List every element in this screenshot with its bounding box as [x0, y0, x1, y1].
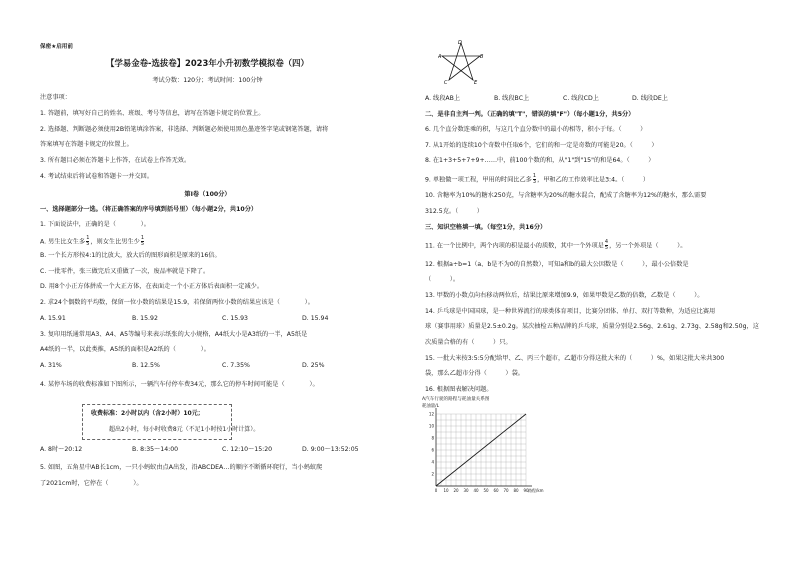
question-text: 9. 单独做一项工程，甲用的时间比乙多 [425, 176, 532, 184]
x-axis-label: 路程/km [528, 488, 544, 493]
note-item: 3. 所有题目必须在答题卡上作答，在试卷上作答无效。 [40, 157, 191, 164]
option-2a: A. 15.91 [40, 315, 66, 322]
question-16: 16. 根据图表解决问题。 [425, 386, 493, 393]
option-5d: D. 线段DE上 [632, 95, 668, 102]
section-heading: 第I卷（100分） [184, 191, 231, 198]
star-label-a: A [438, 54, 442, 60]
y-tick-label: 12 [428, 411, 434, 417]
question-14: 14. 乒乓球是中国国球，是一种世界流行的球类体育项目，比赛分团体、单打、双打等数种，为适应比赛用 [425, 308, 716, 315]
option-1c: C. 一批零件，张三做完后又重做了一次，废品率就是下降了。 [40, 268, 210, 275]
fee-line: 超出2小时，每小时收费8元（不足1小时按1小时计算）。 [109, 426, 260, 433]
part-heading: 一、选择题部分一选。（将正确答案的序号填到括号里）（每小题2分，共10分） [40, 206, 258, 213]
x-tick-label: 80 [513, 488, 519, 493]
question-8: 8. 在1+3+5+7+9+……中，前100个数的和，从"1"到"15"的和是64。（ ） [425, 157, 655, 164]
part-heading: 二、是非自主判一判。（正确的填"T"，错误的填"F"）（每小题1分，共5分） [425, 111, 635, 118]
question-15: 15. 一批大米按3:5:5分配给甲、乙、丙三个超市，乙超市分得这批大米的（ ）%，如果这批大米共300 [425, 355, 725, 362]
question-10: 10. 含糖率为10%的糖水250克，与含糖率为20%的糖水混合，配成了含糖率为12%的糖水，那么需要 [425, 192, 707, 199]
x-tick-label: 30 [463, 488, 469, 493]
question-5-cont: 了2021cm时，它停在（ ）。 [40, 480, 143, 487]
question-text: ，另一个外项是（ ）。 [609, 242, 687, 250]
question-14-cont: 次质量合格的有（ ）只。 [425, 339, 512, 346]
option-text: A. 男生比女生多 [40, 238, 86, 246]
option-2d: D. 15.94 [302, 315, 329, 322]
option-4c: C. 12:10～15:20 [222, 446, 273, 453]
secret-label: 保密★启用前 [40, 44, 73, 50]
x-tick-label: 20 [453, 488, 459, 493]
option-1b: B. 一个长方形按4:1的比放大，放大后的图形面积是原来的16倍。 [40, 252, 221, 259]
option-3c: C. 7.35% [222, 362, 250, 369]
question-5: 5. 如图，五角星中AB长1cm，一只小蚂蚁由点A出发，沿ABCDEA…的顺序不断循环爬行，当小蚂蚁爬 [40, 464, 323, 471]
exam-title: 【学易金卷-选拔卷】2023年小升初数学模拟卷（四） [106, 58, 309, 68]
question-6: 6. 几个直分数连乘的积，与这几个直分数中的最小的相等，积小于每。（ ） [425, 126, 647, 133]
question-13: 13. 甲数的小数点向右移动两位后，结果比原来增加9.9，如果甲数是乙数的倍数，乙数是（ ）。 [425, 292, 704, 299]
fraction: $\frac{4}{5}$ [604, 239, 609, 251]
y-tick-label: 6 [431, 447, 434, 453]
question-1: 1. 下面说法中，正确的是（ ）。 [40, 221, 150, 228]
question-15-cont: 袋，那么乙超市分得（ ）袋。 [425, 370, 524, 377]
x-tick-label: 40 [473, 488, 479, 493]
star-label-b: B [480, 54, 484, 60]
x-tick-label: 10 [443, 488, 449, 493]
y-tick-label: 8 [431, 435, 434, 441]
question-7: 7. 从1开始的连续10个奇数中任取6个，它们的和一定是奇数的可能是20。（ ） [425, 142, 658, 149]
option-3b: B. 12.5% [132, 362, 160, 369]
notes-heading: 注意事项： [40, 94, 71, 101]
option-4d: D. 9:00～13:52:05 [302, 446, 359, 453]
option-4a: A. 8时～20:12 [40, 446, 83, 453]
option-5b: B. 线段BC上 [494, 95, 530, 102]
question-14-cont: 球（赛事用球）质量是2.5±0.2g。某次抽检五种品牌的乒乓球，质量分别是2.56g、2.61g、2.73g、2.58g和2.50g，这 [425, 323, 759, 330]
option-5a: A. 线段AB上 [425, 95, 461, 102]
option-1a [40, 236, 145, 247]
question-12-cont: （ ）。 [425, 276, 460, 283]
fee-line: 收费标准：2小时以内（含2小时）10元； [91, 410, 204, 417]
y-tick-label: 10 [428, 423, 434, 429]
fraction: $\frac{1}{3}$ [532, 173, 537, 185]
y-tick-label: 2 [431, 471, 434, 477]
x-tick-label: 0 [434, 488, 438, 493]
question-12: 12. 根据a÷b=1（a、b是不为0的自然数），可知a和b的最大公因数是（ ），最小公倍数是 [425, 261, 689, 268]
note-item: 2. 选择题、判断题必须使用2B铅笔填涂答案，非选择、判断题必须使用黑色墨迹签字笔或钢笔答题，请将 [40, 126, 329, 133]
question-9 [425, 174, 649, 185]
part-heading: 三、知识空格填一填。（每空1分，共16分） [425, 224, 547, 231]
question-11 [425, 240, 686, 251]
y-tick-label: 4 [431, 459, 434, 465]
question-3-cont: A4纸的一半，以此类推，A5纸的面积是A2纸的（ ）。 [40, 346, 210, 353]
option-2b: B. 15.92 [132, 315, 158, 322]
fraction: $\frac{1}{5}$ [86, 235, 90, 247]
note-item: 答案填写在答题卡规定的位置上。 [40, 141, 133, 148]
note-item: 1. 答题前，填写好自己的姓名、班级、考号等信息，请写在答题卡规定的位置上。 [40, 110, 265, 117]
question-text: ，甲和乙的工作效率比是3:4。（ ） [537, 176, 650, 184]
x-tick-label: 60 [493, 488, 499, 493]
star-label-c: C [444, 80, 448, 84]
x-tick-label: 70 [503, 488, 509, 493]
question-4: 4. 某停车场的收费标准如下图所示，一辆汽车付停车费34元，那么它的停车时间可能是（ ）。 [40, 381, 319, 388]
star-label-e: E [474, 80, 478, 84]
star-figure [438, 40, 484, 84]
question-3: 3. 复印用纸通常用A3、A4、A5等编号来表示纸张的大小规格，A4纸大小是A3纸的一半，A5纸是 [40, 331, 308, 338]
y-axis-label: 耗油量/L [422, 404, 440, 409]
star-label-d: D [458, 40, 462, 46]
fee-box [82, 404, 260, 440]
note-item: 4. 考试结束后将试卷和答题卡一并交回。 [40, 173, 154, 180]
fraction: $\frac{1}{5}$ [140, 235, 145, 247]
option-5c: C. 线段CD上 [563, 95, 599, 102]
option-1d: D. 用8个小正方体拼成一个大正方体，在表面走一个小正方体后表面积一定减少。 [40, 283, 264, 290]
exam-info: 考试分数：120分；考试时间：100分钟 [152, 77, 263, 84]
option-3a: A. 31% [40, 362, 62, 369]
question-10-cont: 312.5克。（ ） [425, 208, 483, 215]
option-4b: B. 8:35～14:00 [132, 446, 179, 453]
option-3d: D. 25% [302, 362, 325, 369]
option-2c: C. 15.93 [222, 315, 248, 322]
chart-title: A汽车行驶的路程与耗油量关系图 [422, 397, 490, 402]
x-tick-label: 90 [523, 488, 529, 493]
question-2: 2. 求24个偶数的平均数，保留一位小数的结果是15.9，若保留两位小数的结果应该是（ ）。 [40, 299, 314, 306]
option-text: ，则女生比男生少 [90, 238, 140, 246]
fuel-chart [420, 394, 550, 504]
question-text: 11. 在一个比例中，两个内项的积是最小的质数，其中一个外项是 [425, 242, 604, 250]
x-tick-label: 50 [483, 488, 489, 493]
